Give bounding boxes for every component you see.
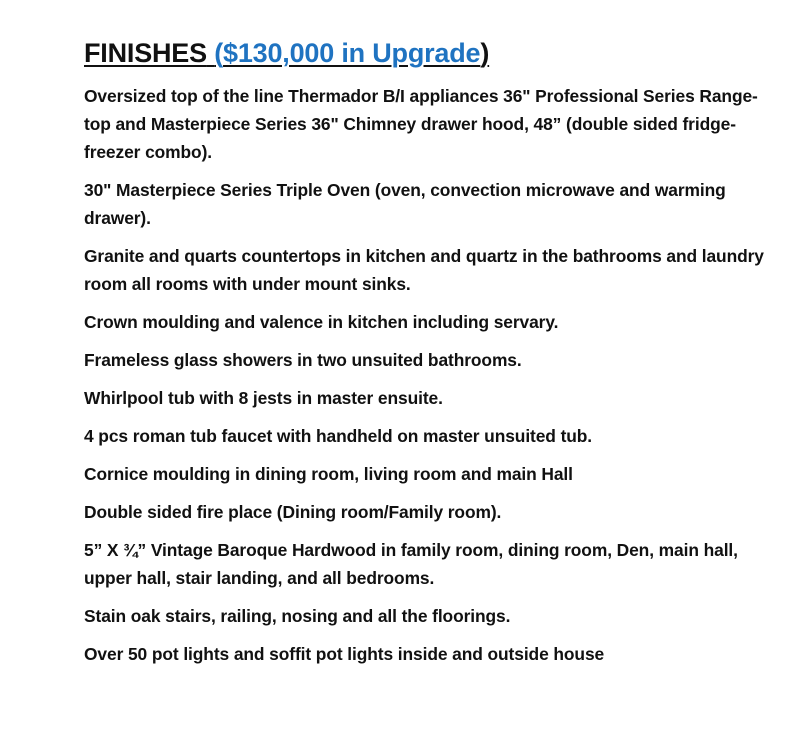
finish-item-fireplace: Double sided fire place (Dining room/Family room). (84, 502, 502, 522)
finish-item-showers: Frameless glass showers in two unsuited bathrooms. (84, 350, 522, 370)
finish-item-tub-faucet: 4 pcs roman tub faucet with handheld on master unsuited tub. (84, 426, 593, 446)
finish-item-appliances: Oversized top of the line Thermador B/I appliances 36" Professional Series Range-top and Masterpiece Series 36" Chimney drawer hood, 48” (double sided fridge-freezer combo). (84, 86, 758, 162)
finish-item-stairs: Stain oak stairs, railing, nosing and all the floorings. (84, 606, 511, 626)
document-body (84, 36, 764, 678)
heading-label: FINISHES (84, 38, 207, 68)
section-heading (84, 36, 764, 70)
finish-item-crown-moulding: Crown moulding and valence in kitchen including servary. (84, 312, 559, 332)
finish-item-countertops: Granite and quarts countertops in kitchen and quartz in the bathrooms and laundry room all rooms with under mount sinks. (84, 246, 764, 294)
heading-open-paren: ( (214, 38, 224, 68)
heading-upgrade-amount: $130,000 in Upgrade (223, 38, 481, 68)
finish-item-pot-lights: Over 50 pot lights and soffit pot lights inside and outside house (84, 644, 605, 664)
finish-item-oven: 30" Masterpiece Series Triple Oven (oven, convection microwave and warming drawer). (84, 180, 726, 228)
finish-item-whirlpool-tub: Whirlpool tub with 8 jests in master ensuite. (84, 388, 443, 408)
heading-close-paren: ) (480, 38, 490, 68)
finish-item-cornice-moulding: Cornice moulding in dining room, living room and main Hall (84, 464, 573, 484)
finish-item-hardwood: 5” X ¾” Vintage Baroque Hardwood in family room, dining room, Den, main hall, upper hall, stair landing, and all bedrooms. (84, 540, 738, 588)
